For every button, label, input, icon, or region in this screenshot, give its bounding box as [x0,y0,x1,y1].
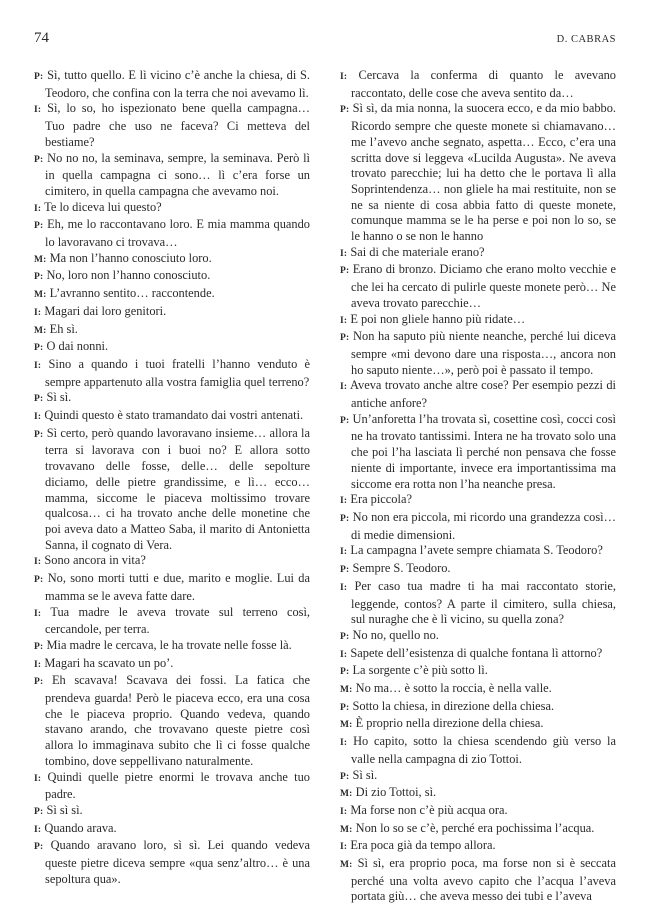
dialogue-turn [34,268,310,286]
speaker-label: M: [34,290,47,301]
dialogue-turn [34,638,310,656]
speaker-label: I: [34,824,42,835]
dialogue-turn [34,605,310,638]
turn-text: La campagna l’avete sempre chiamata S. Teodoro? [350,543,603,558]
dialogue-turn [340,838,616,856]
turn-text: Sì sì, da mia nonna, la suocera ecco, e da mio babbo. Ricordo sempre che queste monete si chiamavano… me l’avevo anche segnato, aspetta… Ecco, c’era una scritta dove si leggeva «Lucilda Augusta». Ne aveva trovato parecchie; lui ha detto che le portava lì alla Soprintendenza… non gliele ha mai restituite, non se ne sa niente di cosa abbia fatto di queste monete, comunque mamma se le ha perse e poi non lo so, se le hanno o se non le hanno [351,101,617,244]
speaker-label: P: [340,702,350,713]
turn-text: Sotto la chiesa, in direzione della chiesa. [352,698,555,713]
speaker-label: I: [34,608,42,619]
dialogue-turn [34,217,310,250]
turn-text: Ma non l’hanno conosciuto loro. [49,250,212,265]
dialogue-turn [340,245,616,263]
turn-text: Magari dai loro genitori. [44,303,167,318]
turn-text: Sì sì. [352,767,378,782]
dialogue-turn [340,663,616,681]
turn-text: Di zio Tottoi, sì. [355,785,437,800]
speaker-label: M: [340,824,353,835]
dialogue-turn [340,262,616,311]
turn-text: O dai nonni. [46,339,109,354]
turn-text: Eh sì. [49,321,78,336]
dialogue-turn [340,579,616,628]
dialogue-turn [34,770,310,803]
turn-text: Sì certo, però quando lavoravano insieme… allora la terra si lavorava con i buoi no? E allora sotto trovavano delle fosse, delle… delle sepolture diciamo, delle pietre grandissime, e lì… ecco… mamma, siccome le piaceva moltissimo trovare qualcosa… ci ha trovato anche delle monetine che poi aveva dato a Matteo Saba, il marito di Antonietta Sanna, il cognato di Vera. [45,425,310,552]
dialogue-turn [34,673,310,769]
turn-text: Sono ancora in vita? [44,553,146,568]
turn-text: Eh scavava! Scavava dei fossi. La fatica che prendeva guarda! Però le piaceva ecco, era una cosa che le piaceva proprio. Quando vedeva, quando stavano arando, che trovavano queste pietre così allora lo immaginava subito che lì ci fosse qualche tombino, dove seppellivano naturalmente. [45,673,310,768]
dialogue-turn [34,286,310,304]
speaker-label: I: [340,248,348,259]
dialogue-turn [340,378,616,411]
dialogue-turn [34,426,310,554]
dialogue-turn [34,553,310,571]
turn-text: Te lo diceva lui questo? [44,199,162,214]
dialogue-turn [34,803,310,821]
turn-text: Sino a quando i tuoi fratelli l’hanno venduto è sempre appartenuto alla vostra famiglia quel terreno? [45,356,310,389]
dialogue-turn [340,821,616,839]
speaker-label: M: [340,789,353,800]
turn-text: Sì sì. [46,390,72,405]
turn-text: Ho capito, sotto la chiesa scendendo giù verso la valle nella campagna di zio Tottoi. [351,734,616,766]
speaker-label: P: [34,641,44,652]
turn-text: Non lo so se c’è, perché era pochissima l’acqua. [355,820,595,835]
turn-text: Magari ha scavato un po’. [44,655,174,670]
speaker-label: M: [340,685,353,696]
speaker-label: I: [34,307,42,318]
dialogue-turn [34,838,310,887]
running-head: D. CABRAS [556,34,616,45]
speaker-label: I: [34,105,42,116]
speaker-label: P: [34,154,44,165]
dialogue-turn [34,304,310,322]
turn-text: Sai di che materiale erano? [350,244,485,259]
turn-text: Per caso tua madre ti ha mai raccontato storie, leggende, contos? A parte il cimitero, sulla chiesa, sul nuraghe che è lì vicino, su quella zona? [351,578,616,627]
speaker-label: P: [340,565,350,576]
turn-text: L’avranno sentito… raccontende. [49,286,215,301]
dialogue-turn [340,734,616,767]
speaker-label: P: [340,667,350,678]
turn-text: La sorgente c’è più sotto lì. [352,663,488,678]
dialogue-turn [34,251,310,269]
speaker-label: P: [34,575,44,586]
turn-text: No, loro non l’hanno conosciuto. [46,268,211,283]
dialogue-turn [340,561,616,579]
speaker-label: P: [340,513,350,524]
dialogue-turn [34,322,310,340]
dialogue-turn [340,312,616,330]
speaker-label: I: [34,360,42,371]
dialogue-turn [340,329,616,378]
turn-text: Non ha saputo più niente neanche, perché lui diceva sempre «mi devono dare una risposta…, ancora non ho saputo niente…», però poi è passato il tempo. [351,329,616,377]
speaker-label: I: [34,557,42,568]
speaker-label: I: [340,72,348,82]
dialogue-turn [34,151,310,200]
speaker-label: M: [34,254,47,265]
dialogue-turn [340,101,616,244]
dialogue-turn [340,646,616,664]
speaker-label: I: [340,806,348,817]
speaker-label: I: [34,773,42,784]
dialogue-turn [34,101,310,150]
dialogue-turn [340,681,616,699]
speaker-label: P: [340,266,350,277]
turn-text: È proprio nella direzione della chiesa. [355,716,544,731]
turn-text: E poi non gliele hanno più ridate… [350,311,526,326]
speaker-label: P: [340,415,350,426]
dialogue-turn [34,200,310,218]
speaker-label: P: [34,343,44,354]
speaker-label: M: [34,325,47,336]
turn-text: No non era piccola, mi ricordo una grandezza così… di medie dimensioni. [351,509,616,542]
speaker-label: I: [34,659,42,670]
dialogue-turn [340,768,616,786]
turn-text: Quando aravano loro, sì sì. Lei quando vedeva queste pietre diceva sempre «qua senz’altro… è una sepoltura qua». [45,838,310,886]
speaker-label: P: [34,394,44,405]
turn-text: Un’anforetta l’ha trovata sì, cosettine così, cocci così ne ha trovato tantissimi. Intera ne ha trovato solo una che poi l’ha lasciata lì perché non pensava che fosse niente di importante, invece era importantissima ma siccome era rotta non l’ha neanche presa. [351,411,616,491]
right-column [340,68,616,905]
turn-text: Sapete dell’esistenza di qualche fontana lì attorno? [350,645,603,660]
turn-text: Era piccola? [350,492,412,507]
speaker-label: P: [34,272,44,283]
dialogue-turn [34,390,310,408]
speaker-label: I: [340,547,348,558]
speaker-label: I: [340,382,348,393]
turn-text: No no, quello no. [352,627,439,642]
turn-text: Era poca già da tempo allora. [350,838,496,853]
speaker-label: P: [340,333,350,344]
speaker-label: P: [34,72,44,82]
dialogue-turn [34,821,310,839]
speaker-label: I: [34,412,42,423]
turn-text: No, sono morti tutti e due, marito e moglie. Lui da mamma se le aveva fatte dare. [45,571,310,603]
dialogue-turn [340,699,616,717]
speaker-label: P: [340,771,350,782]
speaker-label: I: [34,203,42,214]
turn-text: Eh, me lo raccontavano loro. E mia mamma quando lo lavoravano ci trovava… [45,217,310,250]
turn-text: Sempre S. Teodoro. [352,561,451,576]
dialogue-turn [340,68,616,101]
speaker-label: M: [340,720,353,731]
speaker-label: P: [34,842,44,853]
page-number: 74 [34,30,49,46]
speaker-label: P: [340,631,350,642]
turn-text: Cercava la conferma di quanto le avevano raccontato, delle cose che aveva sentito da… [351,68,616,100]
turn-text: Quindi questo è stato tramandato dai vostri antenati. [44,408,304,423]
dialogue-turn [340,412,616,493]
dialogue-turn [34,68,310,101]
turn-text: Quindi quelle pietre enormi le trovava anche tuo padre. [45,769,310,802]
turn-text: Sì sì, era proprio poca, ma forse non si è seccata perché una volta avevo capito che l’acqua l’aveva portata giù… che aveva messo dei tubi e l’aveva [351,856,616,904]
dialogue-turn [34,357,310,390]
dialogue-turn [340,492,616,510]
turn-text: Aveva trovato anche altre cose? Per esempio pezzi di antiche anfore? [350,378,616,411]
speaker-label: P: [34,429,44,440]
speaker-label: I: [340,315,348,326]
turn-text: No no no, la seminava, sempre, la seminava. Però lì in quella campagna ci sono… lì c’era forse un cimitero, in quella campagna che avevamo noi. [45,150,310,198]
turn-text: Ma forse non c’è più acqua ora. [350,802,508,817]
dialogue-turn [34,571,310,604]
dialogue-turn [340,510,616,543]
turn-text: Sì, tutto quello. E lì vicino c’è anche la chiesa, di S. Teodoro, che confina con la terra che noi avevamo lì. [45,68,310,100]
dialogue-turn [340,803,616,821]
speaker-label: I: [340,496,348,507]
turn-text: Erano di bronzo. Diciamo che erano molto vecchie e che lei ha cercato di pulirle queste monete però… Ne aveva trovato parecchie… [351,262,616,310]
speaker-label: P: [340,105,350,116]
speaker-label: M: [340,860,353,871]
speaker-label: I: [340,842,348,853]
turn-text: Mia madre le cercava, le ha trovate nelle fosse là. [46,637,292,652]
dialogue-turn [340,856,616,905]
speaker-label: I: [340,649,348,660]
speaker-label: P: [34,677,44,688]
dialogue-turn [340,543,616,561]
dialogue-turn [340,785,616,803]
dialogue-turn [34,656,310,674]
speaker-label: P: [34,221,44,232]
turn-text: Quando arava. [44,820,117,835]
dialogue-turn [340,716,616,734]
speaker-label: I: [340,738,348,749]
turn-text: No ma… è sotto la roccia, è nella valle. [355,681,552,696]
turn-text: Sì sì sì. [46,802,83,817]
dialogue-turn [340,628,616,646]
speaker-label: I: [340,582,348,593]
turn-text: Tua madre le aveva trovate sul terreno così, cercandole, per terra. [45,604,311,637]
turn-text: Sì, lo so, ho ispezionato bene quella campagna… Tuo padre che uso ne faceva? Ci metteva del bestiame? [45,101,310,149]
dialogue-turn [34,408,310,426]
left-column [34,68,310,887]
speaker-label: P: [34,806,44,817]
dialogue-turn [34,339,310,357]
